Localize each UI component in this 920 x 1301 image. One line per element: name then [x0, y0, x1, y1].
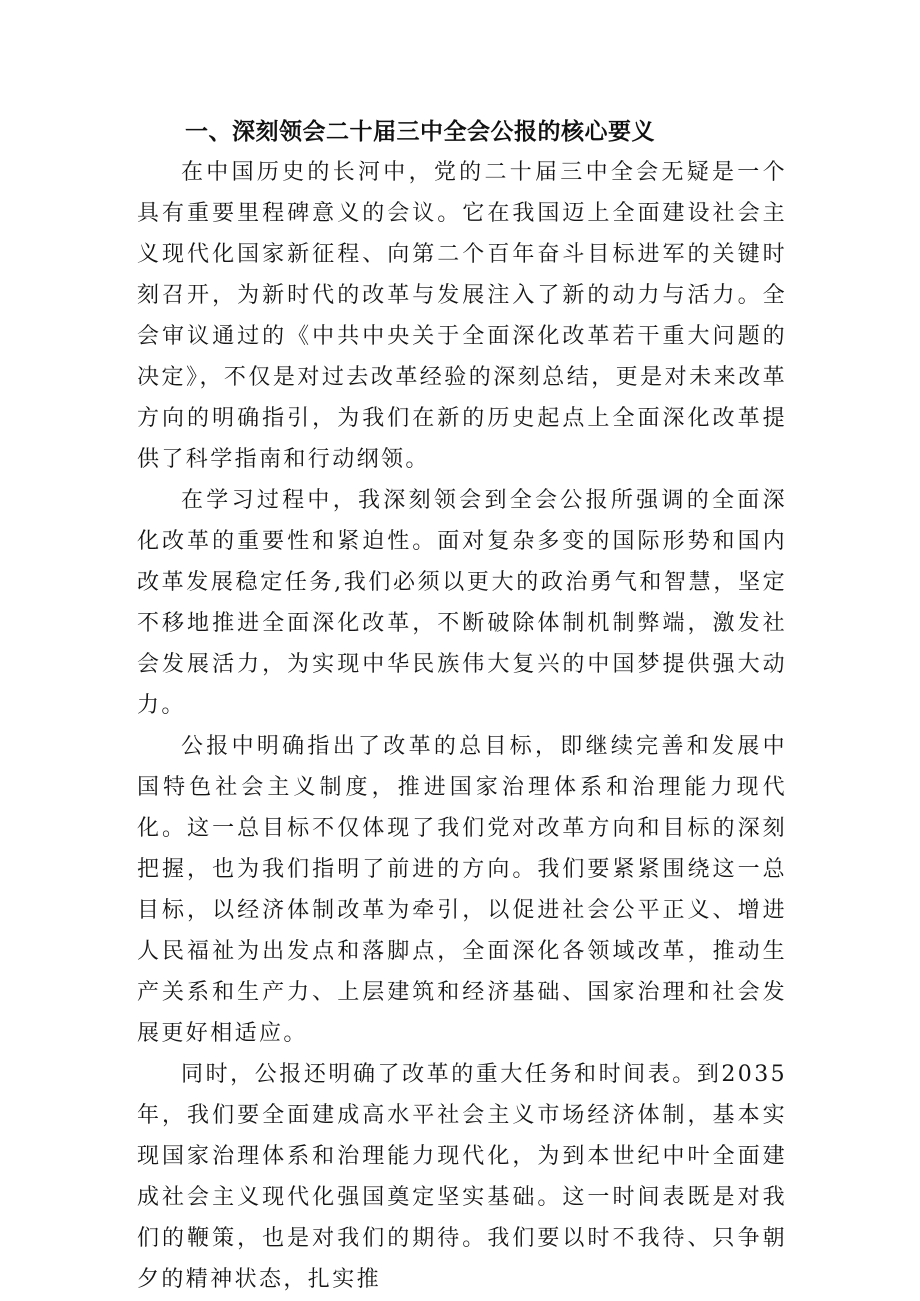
paragraph-3: 公报中明确指出了改革的总目标，即继续完善和发展中国特色社会主义制度，推进国家治理体系和治理能力现代化。这一总目标不仅体现了我们党对改革方向和目标的深刻把握，也为我们指明了前进的方向。我们要紧紧围绕这一总目标，以经济体制改革为牵引，以促进社会公平正义、增进人民福祉为出发点和落脚点，全面深化各领域改革，推动生产关系和生产力、上层建筑和经济基础、国家治理和社会发展更好相适应。 [137, 734, 787, 1046]
section-heading: 一、深刻领会二十届三中全会公报的核心要义 [185, 119, 655, 145]
document-body [137, 112, 787, 1300]
paragraph-4: 同时，公报还明确了改革的重大任务和时间表。到2035年，我们要全面建成高水平社会主义市场经济体制，基本实现国家治理体系和治理能力现代化，为到本世纪中叶全面建成社会主义现代化强国奠定坚实基础。这一时间表既是对我们的鞭策，也是对我们的期待。我们要以时不我待、只争朝夕的精神状态，扎实推 [137, 1062, 787, 1292]
paragraph-1: 在中国历史的长河中，党的二十届三中全会无疑是一个具有重要里程碑意义的会议。它在我国迈上全面建设社会主义现代化国家新征程、向第二个百年奋斗目标进军的关键时刻召开，为新时代的改革与发展注入了新的动力与活力。全会审议通过的《中共中央关于全面深化改革若干重大问题的决定》，不仅是对过去改革经验的深刻总结，更是对未来改革方向的明确指引，为我们在新的历史起点上全面深化改革提供了科学指南和行动纲领。 [137, 160, 787, 472]
paragraph-2: 在学习过程中，我深刻领会到全会公报所强调的全面深化改革的重要性和紧迫性。面对复杂多变的国际形势和国内改革发展稳定任务,我们必须以更大的政治勇气和智慧，坚定不移地推进全面深化改革，不断破除体制机制弊端，激发社会发展活力，为实现中华民族伟大复兴的中国梦提供强大动力。 [137, 488, 787, 718]
